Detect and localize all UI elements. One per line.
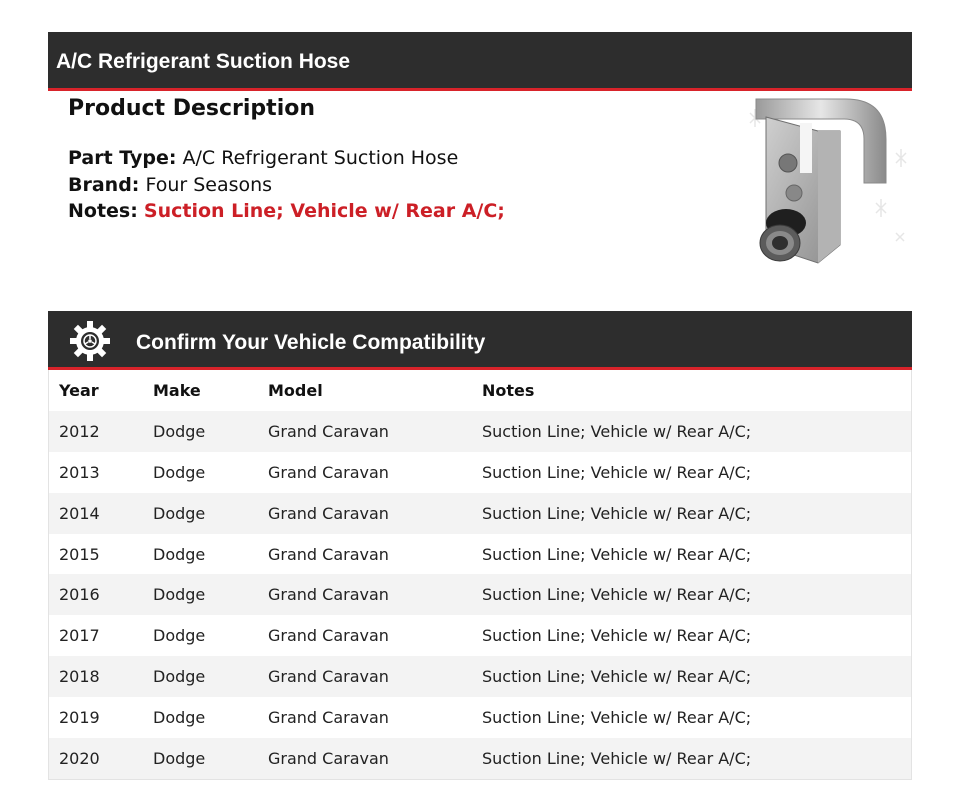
cell-make: Dodge [153,708,206,728]
cell-make: Dodge [153,626,206,646]
cell-make: Dodge [153,462,206,482]
column-header-model: Model [268,380,323,400]
part-type-row [68,145,505,172]
cell-year: 2020 [59,748,100,768]
compatibility-title: Confirm Your Vehicle Compatibility [136,331,486,354]
cell-notes: Suction Line; Vehicle w/ Rear A/C; [482,667,752,687]
cell-model: Grand Caravan [268,421,389,441]
cell-notes: Suction Line; Vehicle w/ Rear A/C; [482,421,752,441]
cell-make: Dodge [153,667,206,687]
table-row [49,738,911,779]
suction-hose-fitting-icon [736,93,912,271]
product-description [68,96,505,225]
cell-notes: Suction Line; Vehicle w/ Rear A/C; [482,748,752,768]
cell-make: Dodge [153,585,206,605]
cell-year: 2017 [59,626,100,646]
cell-year: 2013 [59,462,100,482]
part-type-value: A/C Refrigerant Suction Hose [182,147,459,169]
cell-year: 2016 [59,585,100,605]
notes-value: Suction Line; Vehicle w/ Rear A/C; [143,200,505,222]
notes-label: Notes: [68,200,138,222]
part-type-label: Part Type: [68,147,177,169]
cell-notes: Suction Line; Vehicle w/ Rear A/C; [482,626,752,646]
cell-notes: Suction Line; Vehicle w/ Rear A/C; [482,708,752,728]
table-row [49,615,911,656]
cell-model: Grand Caravan [268,462,389,482]
compatibility-table [48,370,912,780]
cell-make: Dodge [153,748,206,768]
cell-notes: Suction Line; Vehicle w/ Rear A/C; [482,462,752,482]
cell-year: 2014 [59,503,100,523]
cell-model: Grand Caravan [268,626,389,646]
cell-model: Grand Caravan [268,503,389,523]
brand-value: Four Seasons [145,173,273,196]
cell-make: Dodge [153,503,206,523]
cell-model: Grand Caravan [268,667,389,687]
cell-make: Dodge [153,421,206,441]
compatibility-header-bar [48,311,912,370]
cell-year: 2019 [59,708,100,728]
cell-model: Grand Caravan [268,708,389,728]
cell-year: 2015 [59,544,100,564]
notes-row [68,198,505,225]
table-row [49,697,911,738]
product-header-bar [48,32,912,91]
cell-notes: Suction Line; Vehicle w/ Rear A/C; [482,585,752,605]
cell-model: Grand Caravan [268,544,389,564]
product-header-title: A/C Refrigerant Suction Hose [56,50,351,73]
cell-year: 2012 [59,421,100,441]
table-header-row [49,370,911,411]
gear-car-icon [68,319,112,363]
cell-model: Grand Caravan [268,585,389,605]
cell-notes: Suction Line; Vehicle w/ Rear A/C; [482,544,752,564]
cell-model: Grand Caravan [268,748,389,768]
brand-label: Brand: [68,173,140,196]
brand-row [68,172,505,199]
table-row [49,452,911,493]
column-header-make: Make [153,380,201,400]
table-row [49,656,911,697]
table-row [49,411,911,452]
description-heading: Product Description [68,96,316,121]
cell-notes: Suction Line; Vehicle w/ Rear A/C; [482,503,752,523]
column-header-notes: Notes [482,380,535,400]
column-header-year: Year [59,380,99,400]
table-row [49,534,911,575]
table-row [49,574,911,615]
product-image [736,93,912,271]
table-row [49,493,911,534]
cell-year: 2018 [59,667,100,687]
cell-make: Dodge [153,544,206,564]
